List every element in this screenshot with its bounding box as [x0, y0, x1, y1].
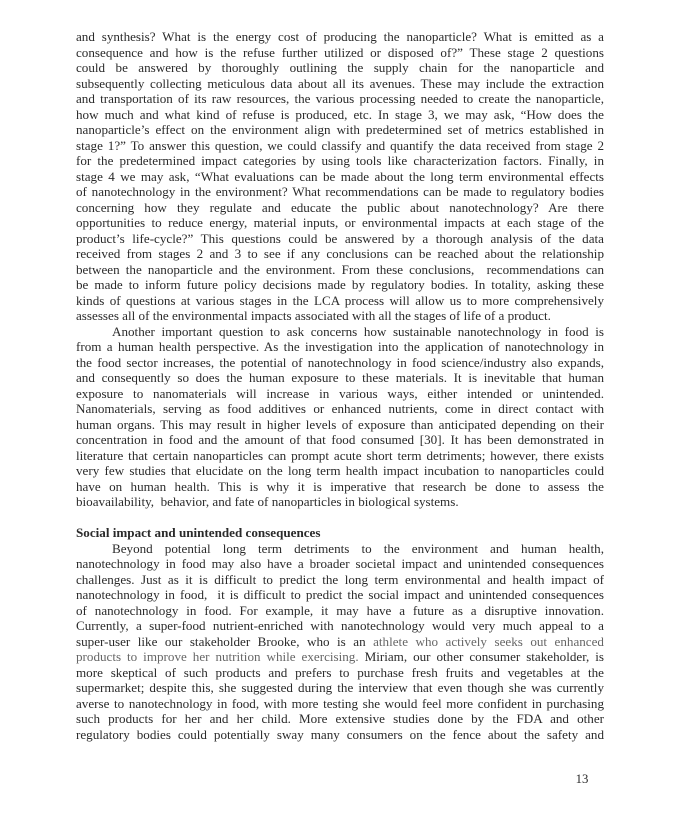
text-line [76, 293, 604, 309]
text-line [76, 401, 604, 417]
text-block [76, 29, 604, 742]
text-segment: literature that certain nanoparticles can prompt acute short term detriments; however, there exists [76, 447, 604, 463]
text-segment: nanotechnology in food, it is difficult to predict the social impact and unintended consequences [76, 587, 604, 602]
text-segment: human organs. This may result in higher levels of exposure than anticipated depending on their [76, 416, 604, 432]
paragraph [76, 324, 604, 510]
muted-text-segment: products to improve her nutrition while exercising. [76, 649, 359, 664]
text-segment: of nanotechnology in the environment? What recommendations can be made to regulatory bodies [76, 184, 604, 199]
text-line [76, 634, 604, 650]
text-segment: stage 1?” To answer this question, we could classify and quantify the data received from stage 2 [76, 137, 604, 153]
text-segment: could be answered by thoroughly outlining the supply chain for the nanoparticle and [76, 60, 604, 75]
text-segment: regulatory bodies could potentially sway many consumers on the fence about the safety and [76, 726, 604, 742]
text-line [76, 200, 604, 216]
text-segment: Currently, a super-food nutrient-enriched with nanotechnology would very much appeal to a [76, 618, 604, 633]
text-segment: kinds of questions at various stages in the LCA process will allow us to more comprehensively [76, 292, 604, 308]
text-line [76, 169, 604, 185]
text-line [76, 587, 604, 603]
text-line [76, 138, 604, 154]
text-segment: exposure to nanomaterials will increase in various ways, either intended or unintended. [76, 385, 604, 401]
text-segment: Miriam, our other consumer stakeholder, is [358, 649, 604, 664]
text-segment: Nanomaterials, serving as food additives or enhanced nutrients, come in direct contact with [76, 401, 604, 416]
text-line [76, 184, 604, 200]
text-segment: how much and what kind of refuse is produced, etc. In stage 3, we may ask, “How does the [76, 106, 604, 122]
text-line [76, 122, 604, 138]
text-segment: have on human health. This is why it is imperative that research be done to assess the [76, 478, 604, 494]
section-heading: Social impact and unintended consequences [76, 525, 321, 540]
text-line [76, 231, 604, 247]
text-segment: consequence and how is the refuse further utilized or disposed of?” These stage 2 questions [76, 44, 604, 60]
text-segment: nanotechnology in food may also have a broader societal impact and unintended consequences [76, 556, 604, 571]
text-segment: subsequently collecting meticulous data about all its avenues. These may include the extraction [76, 75, 604, 91]
text-segment: between the nanoparticle and the environment. From these conclusions, recommendations can [76, 261, 604, 277]
text-segment: Beyond potential long term detriments to the environment and human health, [112, 540, 604, 556]
text-segment: stage 4 we may ask, “What evaluations can be made about the long term environmental effects [76, 168, 604, 184]
text-line [76, 355, 604, 371]
text-segment: from a human health perspective. As the investigation into the application of nanotechnology in [76, 339, 604, 354]
text-segment: Another important question to ask concerns how sustainable nanotechnology in food is [112, 323, 604, 339]
text-line [76, 618, 604, 634]
text-segment: of nanotechnology in food. For example, it may have a future as a disruptive innovation. [76, 602, 604, 618]
text-line [76, 262, 604, 278]
page-number: 13 [575, 772, 589, 786]
text-segment: assesses all of the environmental impacts associated with all the stages of life of a product. [76, 308, 551, 323]
paragraph [76, 541, 604, 743]
text-line [76, 603, 604, 619]
text-segment: be made to inform future policy decisions made by regulatory bodies. In totality, asking these [76, 277, 604, 292]
text-line [76, 60, 604, 76]
text-segment: product’s life-cycle?” This questions could be answered by a thorough analysis of the data [76, 230, 604, 246]
text-line [76, 107, 604, 123]
text-segment: and transportation of its raw resources, the various processing needed to create the nanoparticle, [76, 91, 604, 106]
text-segment: for the predetermined impact categories by using tools like characterization factors. Finally, in [76, 153, 604, 168]
text-line [76, 370, 604, 386]
text-line [76, 479, 604, 495]
text-segment: concerning how they regulate and educate the public about nanotechnology? Are there [76, 199, 604, 215]
text-segment: opportunities to reduce energy, material inputs, or environmental impacts at each stage of the [76, 215, 604, 230]
text-line [76, 711, 604, 727]
text-line [76, 246, 604, 262]
paragraph [76, 29, 604, 324]
text-segment: challenges. Just as it is difficult to predict the long term environmental and health impact of [76, 571, 604, 587]
text-line [76, 153, 604, 169]
text-line [76, 649, 604, 665]
text-segment: concentration in food and the amount of that food consumed [30]. It has been demonstrated in [76, 432, 604, 447]
text-line [76, 215, 604, 231]
text-segment: averse to nanotechnology in food, with more testing she would feel more confident in purchasing [76, 695, 604, 711]
text-line [76, 696, 604, 712]
text-line [76, 308, 604, 324]
text-line [76, 76, 604, 92]
text-segment: the food sector increases, the potential of nanotechnology in food science/industry also expands, [76, 354, 604, 370]
text-line [76, 541, 604, 557]
text-line [76, 494, 604, 510]
text-line [76, 665, 604, 681]
text-segment: and consequently so does the human exposure to these materials. It is inevitable that human [76, 370, 604, 385]
text-line [76, 463, 604, 479]
text-line [76, 432, 604, 448]
text-segment: such products for her and her child. More extensive studies done by the FDA and other [76, 711, 604, 726]
text-line [76, 386, 604, 402]
text-line [76, 29, 604, 45]
text-line [76, 727, 604, 743]
text-segment: and synthesis? What is the energy cost of producing the nanoparticle? What is emitted as a [76, 29, 604, 44]
muted-text-segment: athlete who actively seeks out enhanced [373, 633, 604, 649]
text-segment: nanoparticle’s effect on the environment align with predetermined set of metrics established in [76, 122, 604, 137]
text-line [76, 277, 604, 293]
text-line [76, 556, 604, 572]
text-line [76, 91, 604, 107]
text-line [76, 417, 604, 433]
text-segment: received from stages 2 and 3 to see if any conclusions can be reached about the relationship [76, 246, 604, 261]
text-line [76, 45, 604, 61]
text-segment: very few studies that elucidate on the long term health impact incubation to nanoparticles could [76, 463, 604, 478]
text-segment: super-user like our stakeholder Brooke, who is an [76, 633, 374, 649]
text-line [76, 339, 604, 355]
text-segment: supermarket; despite this, she suggested during the interview that even though she was currently [76, 680, 604, 695]
text-line [76, 572, 604, 588]
text-line [76, 448, 604, 464]
text-line [76, 324, 604, 340]
text-segment: bioavailability, behavior, and fate of nanoparticles in biological systems. [76, 494, 459, 509]
text-line [76, 680, 604, 696]
text-segment: more skeptical of such products and prefers to purchase fresh fruits and vegetables at the [76, 664, 604, 680]
